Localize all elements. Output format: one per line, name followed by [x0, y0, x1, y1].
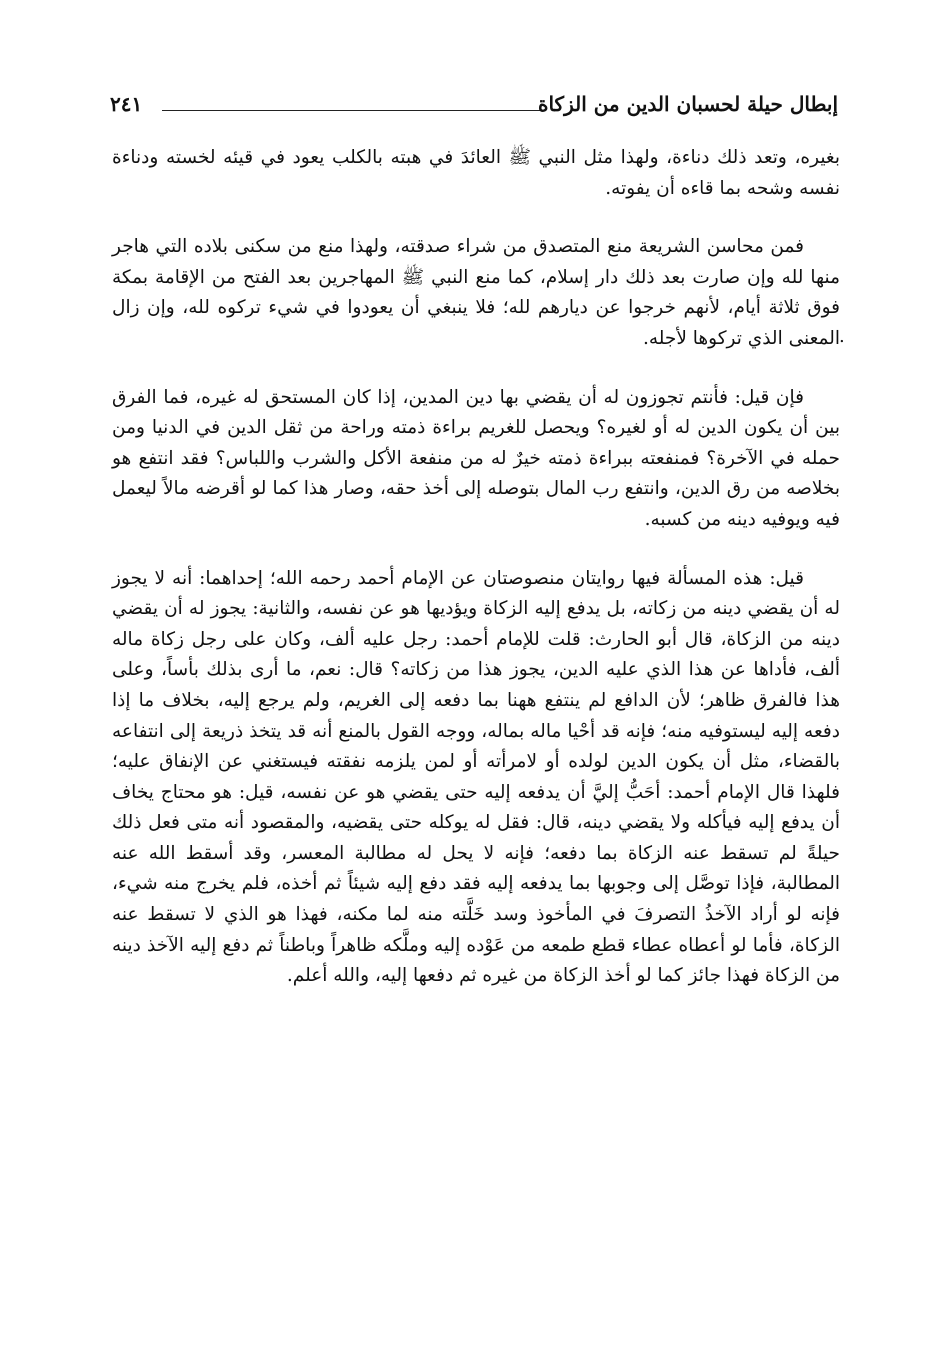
body-text: [112, 143, 840, 992]
margin-mark: .: [839, 326, 845, 347]
page-number: ٢٤١: [110, 92, 143, 116]
paragraph-continuation: بغيره، وتعد ذلك دناءة، ولهذا مثل النبي ﷺ العائدَ في هبته بالكلب يعود في قيئه لخسته ودناءة نفسه وشحه بما قاءه أن يفوته.: [112, 147, 840, 199]
paragraph-answer: قيل: هذه المسألة فيها روايتان منصوصتان عن الإمام أحمد رحمه الله؛ إحداهما: أنه لا يجوز له أن يقضي دينه من زكاته، بل يدفع إليه الزكاة ويؤديها هو عن نفسه، والثانية: يجوز له أن يقضي دينه من الزكاة، قال أبو الحارث: قلت للإمام أحمد: رجل عليه ألف، وكان على رجل زكاة ماله ألف، فأداها عن هذا الذي عليه الدين، يجوز هذا من زكاته؟ قال: نعم، ما أرى بذلك بأساً، وعلى هذا فالفرق ظاهر؛ لأن الدافع لم ينتفع ههنا بما دفعه إلى الغريم، ولم يرجع إليه، بخلاف ما إذا دفعه إليه ليستوفيه منه؛ فإنه قد أحْيا ماله بماله، ووجه القول بالمنع أنه قد يتخذ ذريعة إلى انتفاعه بالقضاء، مثل أن يكون الدين لولده أو لامرأته أو لمن يلزمه نفقته فيستغني عن الإنفاق عليه؛ فلهذا قال الإمام أحمد: أحَبُّ إليَّ أن يدفعه إليه حتى يقضي هو عن نفسه، قيل: هو محتاج يخاف أن يدفع إليه فيأكله ولا يقضي دينه، قال: فقل له يوكله حتى يقضيه، والمقصود أنه متى فعل ذلك حيلةً لم تسقط عنه الزكاة بما دفعه؛ فإنه لا يحل له مطالبة المعسر، وقد أسقط الله عنه المطالبة، فإذا توصَّل إلى وجوبها بما يدفعه إليه فقد دفع إليه شيئاً ثم أخذه، فلم يخرج منه شيء، فإنه لو أراد الآخذُ التصرفَ في المأخوذ وسد خَلَّته منه لما مكنه، فهذا هو الذي لا تسقط عنه الزكاة، فأما لو أعطاه عطاء قطع طمعه من عَوْده إليه وملَّكه ظاهراً وباطناً ثم دفع إليه الآخذ دينه من الزكاة فهذا جائز كما لو أخذ الزكاة من غيره ثم دفعها إليه، والله أعلم.: [112, 567, 840, 987]
header-rule: [162, 110, 546, 111]
paragraph-sharia-virtues: فمن محاسن الشريعة منع المتصدق من شراء صدقته، ولهذا منع من سكنى بلاده التي هاجر منها لله وإن صارت بعد ذلك دار إسلام، كما منع النبي ﷺ المهاجرين بعد الفتح من الإقامة بمكة فوق ثلاثة أيام، لأنهم خرجوا عن ديارهم لله؛ فلا ينبغي أن يعودوا في شيء تركوه لله، وإن زال المعنى الذي تركوها لأجله.: [112, 236, 840, 349]
chapter-title: إبطال حيلة لحسبان الدين من الزكاة: [537, 92, 838, 116]
running-header: [110, 88, 838, 128]
paragraph-objection: فإن قيل: فأنتم تجوزون له أن يقضي بها دين المدين، إذا كان المستحق له غيره، فما الفرق بين أن يكون الدين له أو لغيره؟ ويحصل للغريم براءة ذمته وراحة من ثقل الدين في الدنيا ومن حمله في الآخرة؟ فمنفعته ببراءة ذمته خيرٌ له من منفعة الأكل والشرب واللباس؟ فقد انتفع هو بخلاصه من رق الدين، وانتفع رب المال بتوصله إلى أخذ حقه، وصار هذا كما لو أقرضه مالاً ليعمل فيه ويوفيه دينه من كسبه.: [112, 386, 840, 530]
